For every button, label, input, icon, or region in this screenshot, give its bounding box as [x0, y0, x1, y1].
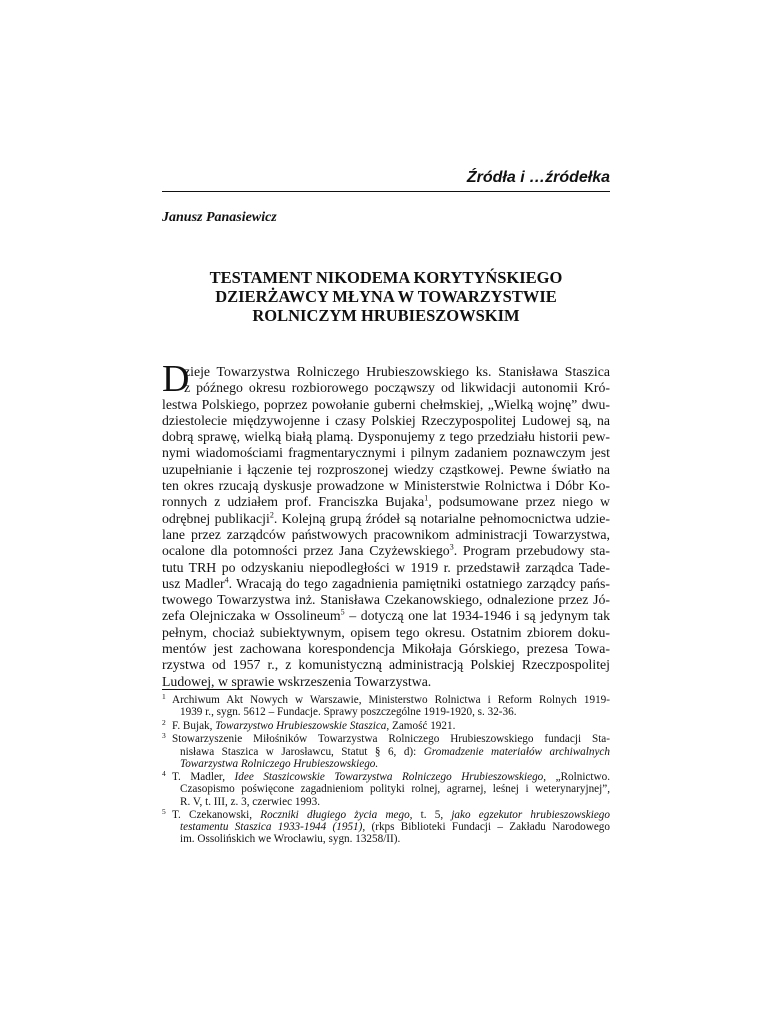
body-paragraph — [162, 358, 611, 690]
footnote-number: 5 — [162, 807, 166, 817]
footnote-separator — [162, 689, 280, 690]
footnote-ref[interactable]: 2 — [269, 510, 274, 520]
title-line: DZIERŻAWCY MŁYNA W TOWARZYSTWIE — [215, 287, 557, 306]
body-line: lane przez zarządców państwowych pracownikom administracji Towarzystwa, — [162, 526, 610, 542]
footnote-line: nisława Staszica w Jarosławcu, Statut § 6, d): Gromadzenie materiałów archiwalnych — [180, 745, 610, 758]
body-line: zefa Olejniczaka w Ossolineum$^5$ – dotyczą one lat 1934-1946 i są jedynym tak — [162, 607, 610, 624]
author-name: Janusz Panasiewicz — [162, 210, 277, 225]
footnote — [162, 733, 610, 769]
body-line: nymi wiadomościami fragmentarycznymi i pilnym zadaniem poznawczym jest — [162, 445, 610, 461]
footnote — [162, 694, 610, 718]
body-line: odrębnej publikacji$^2$. Kolejną grupą źródeł są notarialne pełnomocnictwa udzie- — [162, 510, 610, 526]
title-line: ROLNICZYM HRUBIESZOWSKIM — [252, 306, 520, 325]
footnote — [162, 771, 610, 807]
footnote-line: Czasopismo poświęcone zagadnieniom polityki rolnej, agrarnej, leśnej i weterynaryjnej”, — [180, 783, 610, 796]
body-line: z późnego okresu rozbiorowego począwszy od likwidacji autonomii Kró- — [184, 380, 610, 396]
footnote-line: Stowarzyszenie Miłośników Towarzystwa Rolniczego Hrubieszowskiego fundacji Sta- — [172, 733, 610, 746]
footnote-number: 3 — [162, 731, 166, 741]
footnote-line: T. Madler, Idee Staszicowskie Towarzystwa Rolniczego Hrubieszowskiego, „Rolnictwo. — [172, 771, 610, 784]
body-line: ten okres rzucają dyskusje prowadzone w Ministerstwie Rolnictwa i Dóbr Ko- — [162, 478, 610, 494]
footnote — [162, 717, 610, 732]
footnote-ref[interactable]: 3 — [449, 542, 454, 552]
footnote — [162, 809, 610, 845]
footnote-line: F. Bujak, Towarzystwo Hrubieszowskie Staszica, Zamość 1921. — [172, 719, 456, 732]
footnote-line: im. Ossolińskich we Wrocławiu, sygn. 13258/II). — [180, 833, 401, 846]
body-line: Ludowej, w sprawie wskrzeszenia Towarzystwa. — [162, 673, 432, 689]
running-head: Źródła i …źródełka — [466, 169, 610, 186]
footnote-line: testamentu Staszica 1933-1944 (1951), (rkps Biblioteki Fundacji – Zakładu Narodowego — [180, 821, 610, 834]
footnote-number: 1 — [162, 692, 166, 701]
footnote-number: 4 — [162, 769, 166, 779]
body-line: mentów jest zachowana korespondencja Mikołaja Górskiego, prezesa Towa- — [162, 641, 610, 657]
title-line: TESTAMENT NIKODEMA KORYTYŃSKIEGO — [209, 268, 563, 287]
body-line: zieje Towarzystwa Rolniczego Hrubieszowskiego ks. Stanisława Staszica — [184, 364, 610, 379]
footnotes — [162, 694, 610, 847]
header-rule — [162, 191, 610, 192]
body-line: lestwa Polskiego, poprzez powołanie guberni chełmskiej, „Wielką wojnę” dwu- — [162, 396, 610, 412]
body-line: usz Madler$^4$. Wracają do tego zagadnienia pamiętniki ostatniego zarządcy pańs- — [162, 575, 611, 591]
body-line: pełnym, chociaż subiektywnym, opisem tego okresu. Ostatnim zbiorem doku- — [162, 624, 610, 640]
article-title — [162, 268, 610, 325]
body-line: uzupełnianie i łączenie tej rozproszonej wiedzy cząstkowej. Pewne światło na — [162, 461, 610, 477]
footnote-line: T. Czekanowski, Roczniki długiego życia mego, t. 5, jako egzekutor hrubieszowskiego — [172, 809, 610, 822]
footnote-ref[interactable]: 1 — [424, 493, 429, 503]
footnote-line: Archiwum Akt Nowych w Warszawie, Ministerstwo Rolnictwa i Reform Rolnych 1919- — [172, 694, 610, 706]
body-line: twowego Towarzystwa inż. Stanisława Czekanowskiego, odnalezione przez Jó- — [162, 592, 610, 608]
body-line: dobrą sprawę, wielką białą plamą. Dysponujemy z tego przedziału historii pew- — [162, 429, 610, 445]
footnote-number: 2 — [162, 717, 166, 727]
footnote-ref[interactable]: 4 — [224, 575, 229, 585]
footnote-line: 1939 r., sygn. 5612 – Fundacje. Sprawy poszczególne 1919-1920, s. 32-36. — [180, 706, 517, 719]
body-line: ocalone dla potomności przez Jana Czyżewskiego$^3$. Program przebudowy sta- — [162, 542, 610, 559]
drop-cap: D — [162, 358, 190, 400]
footnote-ref[interactable]: 5 — [340, 607, 345, 617]
body-line: ronnych z udziałem prof. Franciszka Bujaka$^1$, podsumowane przez niego w — [162, 493, 610, 510]
body-line: dziestolecie międzywojenne i czasy Polskiej Rzeczypospolitej Ludowej są, na — [162, 412, 610, 428]
body-line: rzystwa od 1957 r., z komunistyczną administracją Polskiej Rzeczpospolitej — [162, 657, 610, 673]
body-line: tutu TRH po odzyskaniu niepodległości w 1919 r. przedstawił zarządca Tade- — [162, 559, 610, 575]
footnote-line: R. V, t. III, z. 3, czerwiec 1993. — [180, 795, 321, 808]
footnote-line: Towarzystwa Rolniczego Hrubieszowskiego. — [180, 757, 379, 770]
